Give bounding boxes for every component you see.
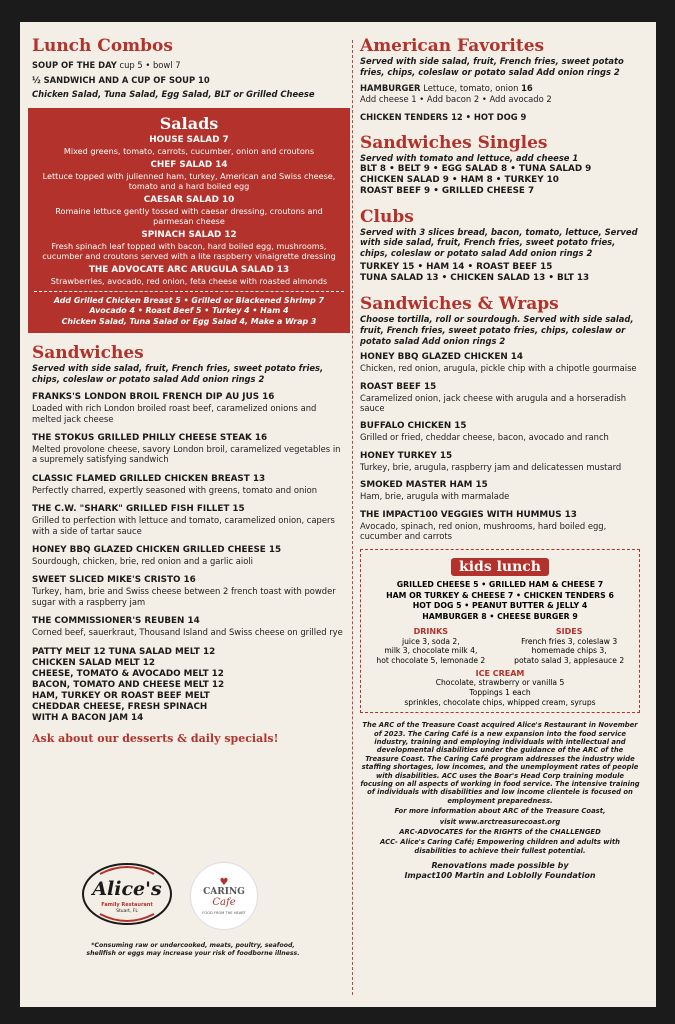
salads-separator [34, 291, 344, 292]
salad-desc: Mixed greens, tomato, carrots, cucumber, onion and croutons [63, 145, 315, 156]
melt-line: PATTY MELT 12 TUNA SALAD MELT 12 [32, 646, 216, 657]
caring-logo-tag: FOOD FROM THE HEART [202, 911, 246, 915]
kids-columns [367, 627, 633, 665]
salad-items [34, 135, 344, 286]
column-divider [352, 40, 353, 995]
half-label: ½ SANDWICH AND A CUP OF SOUP [32, 74, 196, 85]
salad-name: SPINACH SALAD 12 [141, 229, 237, 240]
salad-addon: Chicken Salad, Tuna Salad or Egg Salad 4, Make a Wrap 3 [61, 316, 317, 326]
clubs-line: TURKEY 15 • HAM 14 • ROAST BEEF 15 [360, 262, 553, 273]
sandwich-name: CLASSIC FLAMED GRILLED CHICKEN BREAST 13 [32, 473, 266, 484]
wraps-title: Sandwiches & Wraps [360, 294, 559, 315]
ice-cream-line: Chocolate, strawberry or vanilla 5 [435, 678, 565, 688]
sandwich-name: FRANKS'S LONDON BROIL FRENCH DIP AU JUS 16 [32, 392, 275, 403]
kids-line: HAMBURGER 8 • CHEESE BURGER 9 [422, 611, 578, 621]
singles-lines [360, 164, 640, 197]
alices-logo [80, 862, 174, 926]
drinks-column [367, 627, 495, 665]
drink-line: milk 3, chocolate milk 4, [384, 646, 478, 656]
promo-text: Ask about our desserts & daily specials! [32, 731, 279, 745]
sandwiches-title: Sandwiches [32, 343, 144, 363]
side-line: potato salad 3, applesauce 2 [514, 655, 625, 665]
salad-addon: Add Grilled Chicken Breast 5 • Grilled or Blackened Shrimp 7 [53, 295, 325, 305]
ice-cream-title: ICE CREAM [475, 669, 525, 679]
drinks-title: DRINKS [413, 627, 449, 636]
sandwich-desc: Melted provolone cheese, savory London broil, caramelized vegetables in a supremely satisfying sandwich [32, 444, 341, 465]
salad-addon: Avocado 4 • Roast Beef 5 • Turkey 4 • Ham 4 [89, 306, 289, 316]
wrap-name: THE IMPACT100 VEGGIES WITH HUMMUS 13 [360, 509, 577, 520]
wrap-desc: Caramelized onion, jack cheese with arugula and a horseradish sauce [360, 392, 627, 413]
salads-title: Salads [159, 113, 219, 133]
singles-subtitle: Served with tomato and lettuce, add cheese 1 [360, 152, 579, 163]
ice-cream-line: Toppings 1 each [469, 687, 531, 697]
salads-section [28, 108, 350, 333]
wraps-subtitle: Choose tortilla, roll or sourdough. Served with side salad, fruit, French fries, sweet potato fries, chips, coleslaw or potato salad Add onion rings 2 [360, 314, 634, 346]
about-line: The ARC of the Treasure Coast acquired Alice's Restaurant in November of 2023. The Caring Café is a new expansion into the food service industry, training and employing individuals with intellectual and developmental disabilities under the guidance of the ARC of the Treasure Coast. The Caring Café program addresses the industry wide staffing shortages, low incomes, and the unemployment rates of people with disabilities. ACC uses the Boar's Head Corp training module focusing on all aspects of working in food service. The intensive training of individuals with disabilities and low income clientele is focused on employment preparedness. [360, 721, 640, 805]
sandwich-desc: Sourdough, chicken, brie, red onion and a garlic aioli [32, 556, 253, 567]
wrap-name: BUFFALO CHICKEN 15 [360, 421, 467, 432]
combo-choices: Chicken Salad, Tuna Salad, Egg Salad, BLT or Grilled Cheese [32, 89, 315, 100]
about-line: ACC- Alice's Caring Café; Empowering children and adults with disabilities to achieve their fullest potential. [380, 838, 620, 855]
melt-line: CHEESE, TOMATO & AVOCADO MELT 12 [32, 668, 224, 679]
hamburger-price: 16 [521, 83, 533, 94]
melt-line: CHICKEN SALAD MELT 12 [32, 657, 155, 668]
salad-desc: Strawberries, avocado, red onion, feta cheese with roasted almonds [50, 275, 328, 286]
alice-logo-loc: Stuart, FL [116, 909, 138, 914]
soup-of-day [32, 60, 348, 71]
sandwich-desc: Loaded with rich London broiled roast beef, caramelized onions and melted jack cheese [32, 403, 317, 424]
singles-line: BLT 8 • BELT 9 • EGG SALAD 8 • TUNA SALAD 9 [360, 163, 592, 174]
wrap-name: HONEY TURKEY 15 [360, 450, 453, 461]
singles-line: ROAST BEEF 9 • GRILLED CHEESE 7 [360, 185, 535, 196]
hamburger-adds: Add cheese 1 • Add bacon 2 • Add avocado 2 [360, 93, 552, 104]
salad-addons [34, 296, 344, 327]
kids-line: GRILLED CHEESE 5 • GRILLED HAM & CHEESE 7 [396, 580, 604, 590]
renovations-text: Renovations made possible by [431, 861, 569, 871]
singles-line: CHICKEN SALAD 9 • HAM 8 • TURKEY 10 [360, 174, 559, 185]
heart-icon: ♥ [219, 877, 229, 888]
menu-page [20, 22, 656, 1007]
kids-line: HAM OR TURKEY & CHEESE 7 • CHICKEN TENDERS 6 [386, 590, 614, 600]
kids-lunch-box [360, 549, 640, 713]
tenders-hotdog: CHICKEN TENDERS 12 • HOT DOG 9 [360, 112, 527, 123]
sides-column [505, 627, 633, 665]
sandwiches-subtitle: Served with side salad, fruit, French fries, sweet potato fries, chips, coleslaw or potato salad Add onion rings 2 [32, 363, 324, 384]
food-disclaimer: *Consuming raw or undercooked, meats, poultry, seafood, shellfish or eggs may increase your risk of foodborne illness. [86, 942, 300, 957]
clubs-subtitle: Served with 3 slices bread, bacon, tomato, lettuce, Served with side salad, fruit, French fries, sweet potato fries, chips, coleslaw or potato salad Add onion rings 2 [360, 226, 638, 258]
sandwich-desc: Grilled to perfection with lettuce and tomato, caramelized onion, capers with a side of tartar sauce [32, 515, 335, 536]
alice-logo-text: Alice's [92, 878, 162, 900]
lunch-combos-title: Lunch Combos [32, 36, 173, 56]
caring-logo-sub: Cafe [212, 897, 236, 908]
wrap-desc: Turkey, brie, arugula, raspberry jam and delicatessen mustard [360, 461, 622, 472]
kids-line: HOT DOG 5 • PEANUT BUTTER & JELLY 4 [412, 601, 588, 611]
melt-line: BACON, TOMATO AND CHEESE MELT 12 [32, 679, 225, 690]
kids-title: kids lunch [451, 558, 549, 576]
sandwich-name: THE C.W. "SHARK" GRILLED FISH FILLET 15 [32, 504, 245, 515]
american-subtitle: Served with side salad, fruit, French fries, sweet potato fries, chips, coleslaw or potato salad Add onion rings 2 [360, 56, 624, 77]
sandwich-name: SWEET SLICED MIKE'S CRISTO 16 [32, 575, 196, 586]
sandwich-desc: Turkey, ham, brie and Swiss cheese between 2 french toast with powder sugar with a raspberry jam [32, 586, 336, 607]
salad-desc: Romaine lettuce gently tossed with caesar dressing, croutons and parmesan cheese [55, 205, 323, 226]
wrap-desc: Ham, brie, arugula with marmalade [360, 491, 510, 502]
about-line: ARC-ADVOCATES for the RIGHTS of the CHALLENGED [399, 828, 601, 837]
wrap-desc: Grilled or fried, cheddar cheese, bacon, avocado and ranch [360, 432, 609, 443]
half-sandwich [32, 75, 348, 86]
clubs-line: TUNA SALAD 13 • CHICKEN SALAD 13 • BLT 13 [360, 273, 590, 284]
half-price: 10 [198, 74, 210, 85]
sandwich-name: THE STOKUS GRILLED PHILLY CHEESE STEAK 16 [32, 433, 268, 443]
sandwich-items [32, 392, 348, 637]
melt-line: WITH A BACON JAM 14 [32, 712, 144, 723]
clubs-title: Clubs [360, 206, 414, 227]
about-section [360, 721, 640, 881]
american-favorites-title: American Favorites [360, 36, 545, 56]
melt-line: HAM, TURKEY OR ROAST BEEF MELT [32, 690, 210, 701]
wrap-name: SMOKED MASTER HAM 15 [360, 480, 488, 491]
melt-line: CHEDDAR CHEESE, FRESH SPINACH [32, 701, 208, 712]
right-column [360, 36, 640, 881]
sandwich-name: HONEY BBQ GLAZED CHICKEN GRILLED CHEESE 15 [32, 545, 282, 556]
salad-name: CHEF SALAD 14 [150, 159, 228, 170]
melt-items [32, 647, 348, 724]
wrap-name: ROAST BEEF 15 [360, 381, 437, 392]
soup-detail: cup 5 • bowl 7 [119, 60, 181, 70]
side-line: homemade chips 3, [531, 646, 607, 656]
soup-label: SOUP OF THE DAY [32, 60, 117, 70]
clubs-lines [360, 262, 640, 284]
salad-desc: Fresh spinach leaf topped with bacon, hard boiled egg, mushrooms, cucumber and croutons served with a lite raspberry vinaigrette dressing [42, 240, 336, 261]
ice-cream-list [367, 678, 633, 707]
hamburger-desc: Lettuce, tomato, onion [423, 83, 519, 94]
alice-logo-sub: Family Restaurant [101, 902, 153, 908]
renovations-sponsors: Impact100 Martin and Loblolly Foundation [404, 871, 596, 881]
caring-logo-text: CARING [203, 887, 245, 897]
caring-cafe-logo [190, 862, 258, 930]
sandwich-desc: Corned beef, sauerkraut, Thousand Island and Swiss cheese on grilled rye [32, 627, 343, 638]
salad-name: HOUSE SALAD 7 [149, 134, 229, 145]
drinks-list [367, 637, 495, 666]
about-lines [360, 721, 640, 855]
wrap-desc: Chicken, red onion, arugula, pickle chip with a chipotle gourmaise [360, 363, 637, 374]
drink-line: juice 3, soda 2, [401, 636, 460, 646]
sides-title: SIDES [555, 627, 583, 636]
singles-title: Sandwiches Singles [360, 132, 548, 153]
about-line: visit www.arctreasurecoast.org [439, 817, 561, 826]
hamburger-item [360, 83, 640, 94]
about-line: For more information about ARC of the Treasure Coast, [394, 807, 606, 816]
sides-list [505, 637, 633, 666]
drink-line: hot chocolate 5, lemonade 2 [376, 655, 486, 665]
left-column [32, 36, 348, 745]
salad-desc: Lettuce topped with julienned ham, turkey, American and Swiss cheese, tomato and a hard boiled egg [42, 170, 336, 191]
ice-cream-line: sprinkles, chocolate chips, whipped cream, syrups [404, 697, 596, 707]
salad-name: THE ADVOCATE ARC ARUGULA SALAD 13 [88, 264, 290, 275]
kids-lines [367, 580, 633, 622]
hamburger-name: HAMBURGER [360, 83, 421, 94]
salad-name: CAESAR SALAD 10 [143, 194, 235, 205]
wrap-name: HONEY BBQ GLAZED CHICKEN 14 [360, 352, 524, 363]
sandwich-desc: Perfectly charred, expertly seasoned with greens, tomato and onion [32, 484, 318, 495]
wrap-items [360, 352, 640, 541]
side-line: French fries 3, coleslaw 3 [521, 636, 618, 646]
sandwich-name: THE COMMISSIONER'S REUBEN 14 [32, 616, 200, 627]
wrap-desc: Avocado, spinach, red onion, mushrooms, hard boiled egg, cucumber and carrots [360, 520, 607, 541]
